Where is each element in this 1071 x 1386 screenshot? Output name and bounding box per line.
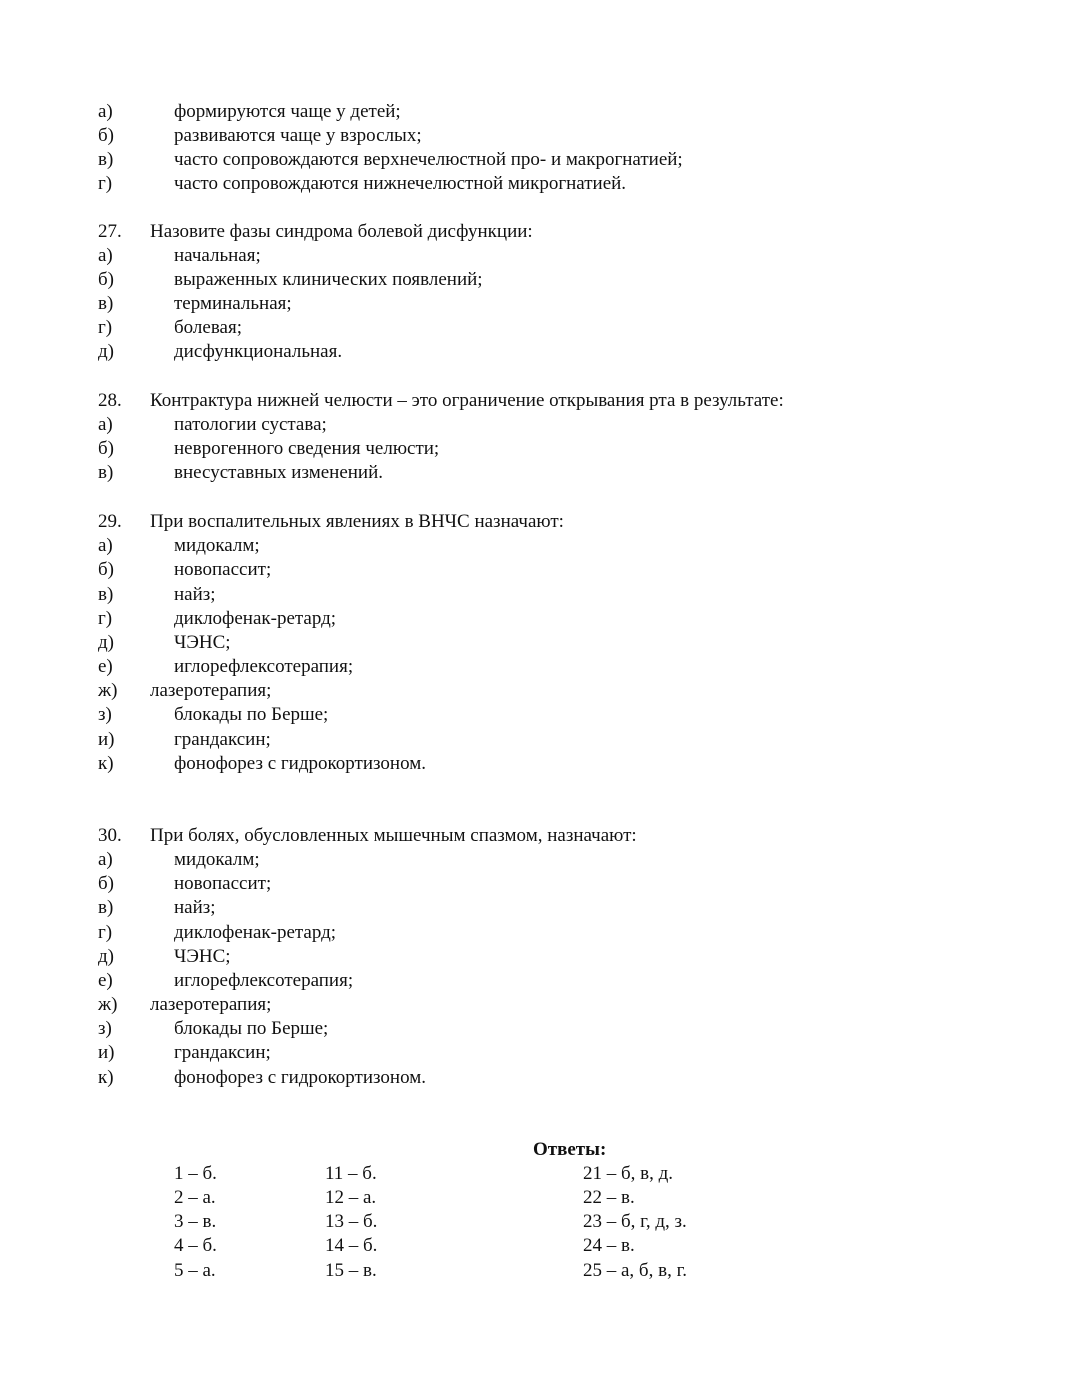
question-heading bbox=[0, 824, 1071, 848]
option-text: развиваются чаще у взрослых; bbox=[174, 125, 422, 146]
option-row bbox=[0, 534, 1071, 558]
option-text: грандаксин; bbox=[174, 729, 271, 750]
option-label: б) bbox=[98, 873, 114, 894]
answer-item: 21 – б, в, д. bbox=[583, 1163, 674, 1184]
question-heading bbox=[0, 220, 1071, 244]
option-text: неврогенного сведения челюсти; bbox=[174, 438, 440, 459]
option-row bbox=[0, 100, 1071, 124]
option-text: мидокалм; bbox=[174, 849, 260, 870]
option-label: в) bbox=[98, 584, 114, 605]
option-label: к) bbox=[98, 1067, 114, 1088]
option-row bbox=[0, 631, 1071, 655]
option-row bbox=[0, 945, 1071, 969]
option-text: блокады по Берше; bbox=[174, 704, 329, 725]
option-row bbox=[0, 1041, 1071, 1065]
answer-item: 24 – в. bbox=[583, 1235, 635, 1256]
option-label: д) bbox=[98, 341, 114, 362]
question-text: Контрактура нижней челюсти – это ограничение открывания рта в результате: bbox=[150, 390, 784, 411]
question-number: 30. bbox=[98, 825, 122, 846]
option-text: часто сопровождаются нижнечелюстной микрогнатией. bbox=[174, 173, 627, 194]
option-label: б) bbox=[98, 559, 114, 580]
option-row bbox=[0, 993, 1071, 1017]
option-row bbox=[0, 244, 1071, 268]
option-text: фонофорез с гидрокортизоном. bbox=[174, 753, 426, 774]
option-row bbox=[0, 848, 1071, 872]
option-label: б) bbox=[98, 125, 114, 146]
option-label: г) bbox=[98, 922, 113, 943]
answer-item: 5 – а. bbox=[174, 1260, 216, 1281]
option-text: часто сопровождаются верхнечелюстной про- и макрогнатией; bbox=[174, 149, 683, 170]
option-row bbox=[0, 340, 1071, 364]
option-text: диклофенак-ретард; bbox=[174, 608, 337, 629]
option-label: г) bbox=[98, 608, 113, 629]
option-row bbox=[0, 679, 1071, 703]
option-row bbox=[0, 461, 1071, 485]
option-text: терминальная; bbox=[174, 293, 292, 314]
question-heading bbox=[0, 510, 1071, 534]
option-text: формируются чаще у детей; bbox=[174, 101, 401, 122]
option-text: внесуставных изменений. bbox=[174, 462, 383, 483]
option-text: иглорефлексотерапия; bbox=[174, 970, 354, 991]
option-label: ж) bbox=[98, 994, 118, 1015]
option-label: и) bbox=[98, 1042, 115, 1063]
option-label: к) bbox=[98, 753, 114, 774]
question-text: При воспалительных явлениях в ВНЧС назначают: bbox=[150, 511, 564, 532]
question-heading bbox=[0, 389, 1071, 413]
option-text: выраженных клинических появлений; bbox=[174, 269, 483, 290]
option-label: а) bbox=[98, 849, 113, 870]
answer-item: 3 – в. bbox=[174, 1211, 217, 1232]
option-row bbox=[0, 896, 1071, 920]
option-text: начальная; bbox=[174, 245, 261, 266]
option-text: найз; bbox=[174, 584, 216, 605]
option-row bbox=[0, 558, 1071, 582]
option-row bbox=[0, 124, 1071, 148]
option-label: д) bbox=[98, 632, 114, 653]
answer-item: 2 – а. bbox=[174, 1187, 216, 1208]
option-label: в) bbox=[98, 293, 114, 314]
option-text: ЧЭНС; bbox=[174, 632, 231, 653]
option-row bbox=[0, 148, 1071, 172]
option-text: ЧЭНС; bbox=[174, 946, 231, 967]
answer-item: 13 – б. bbox=[325, 1211, 378, 1232]
question-number: 28. bbox=[98, 390, 122, 411]
option-label: е) bbox=[98, 656, 113, 677]
answer-item: 15 – в. bbox=[325, 1260, 377, 1281]
option-row bbox=[0, 703, 1071, 727]
option-text: патологии сустава; bbox=[174, 414, 327, 435]
option-row bbox=[0, 583, 1071, 607]
option-row bbox=[0, 969, 1071, 993]
option-text: новопассит; bbox=[174, 873, 272, 894]
answer-item: 22 – в. bbox=[583, 1187, 635, 1208]
question-text: Назовите фазы синдрома болевой дисфункции: bbox=[150, 221, 533, 242]
option-label: з) bbox=[98, 1018, 112, 1039]
option-text: найз; bbox=[174, 897, 216, 918]
option-row bbox=[0, 1066, 1071, 1090]
option-row bbox=[0, 316, 1071, 340]
option-label: б) bbox=[98, 269, 114, 290]
answer-item: 23 – б, г, д, з. bbox=[583, 1211, 687, 1232]
option-label: з) bbox=[98, 704, 112, 725]
option-label: г) bbox=[98, 173, 113, 194]
option-text: болевая; bbox=[174, 317, 243, 338]
option-label: и) bbox=[98, 729, 115, 750]
option-row bbox=[0, 752, 1071, 776]
option-row bbox=[0, 172, 1071, 196]
option-row bbox=[0, 1017, 1071, 1041]
option-label: а) bbox=[98, 245, 113, 266]
option-row bbox=[0, 437, 1071, 461]
answer-item: 1 – б. bbox=[174, 1163, 217, 1184]
question-number: 27. bbox=[98, 221, 122, 242]
option-row bbox=[0, 413, 1071, 437]
question-number: 29. bbox=[98, 511, 122, 532]
option-text: фонофорез с гидрокортизоном. bbox=[174, 1067, 426, 1088]
answers-title: Ответы: bbox=[533, 1139, 607, 1160]
option-row bbox=[0, 921, 1071, 945]
option-text: дисфункциональная. bbox=[174, 341, 343, 362]
answer-item: 4 – б. bbox=[174, 1235, 217, 1256]
option-label: б) bbox=[98, 438, 114, 459]
answer-item: 11 – б. bbox=[325, 1163, 377, 1184]
option-row bbox=[0, 268, 1071, 292]
answer-item: 25 – а, б, в, г. bbox=[583, 1260, 687, 1281]
option-text: грандаксин; bbox=[174, 1042, 271, 1063]
option-text: мидокалм; bbox=[174, 535, 260, 556]
option-row bbox=[0, 655, 1071, 679]
option-text: иглорефлексотерапия; bbox=[174, 656, 354, 677]
option-label: ж) bbox=[98, 680, 118, 701]
option-text: диклофенак-ретард; bbox=[174, 922, 337, 943]
option-label: в) bbox=[98, 149, 114, 170]
option-label: а) bbox=[98, 535, 113, 556]
option-label: г) bbox=[98, 317, 113, 338]
option-label: е) bbox=[98, 970, 113, 991]
option-label: в) bbox=[98, 462, 114, 483]
option-label: а) bbox=[98, 101, 113, 122]
option-text: лазеротерапия; bbox=[150, 680, 272, 701]
option-row bbox=[0, 292, 1071, 316]
answer-item: 14 – б. bbox=[325, 1235, 378, 1256]
option-row bbox=[0, 872, 1071, 896]
option-row bbox=[0, 728, 1071, 752]
question-text: При болях, обусловленных мышечным спазмом, назначают: bbox=[150, 825, 637, 846]
option-text: новопассит; bbox=[174, 559, 272, 580]
option-row bbox=[0, 607, 1071, 631]
answer-item: 12 – а. bbox=[325, 1187, 377, 1208]
option-text: блокады по Берше; bbox=[174, 1018, 329, 1039]
option-text: лазеротерапия; bbox=[150, 994, 272, 1015]
option-label: д) bbox=[98, 946, 114, 967]
option-label: в) bbox=[98, 897, 114, 918]
option-label: а) bbox=[98, 414, 113, 435]
